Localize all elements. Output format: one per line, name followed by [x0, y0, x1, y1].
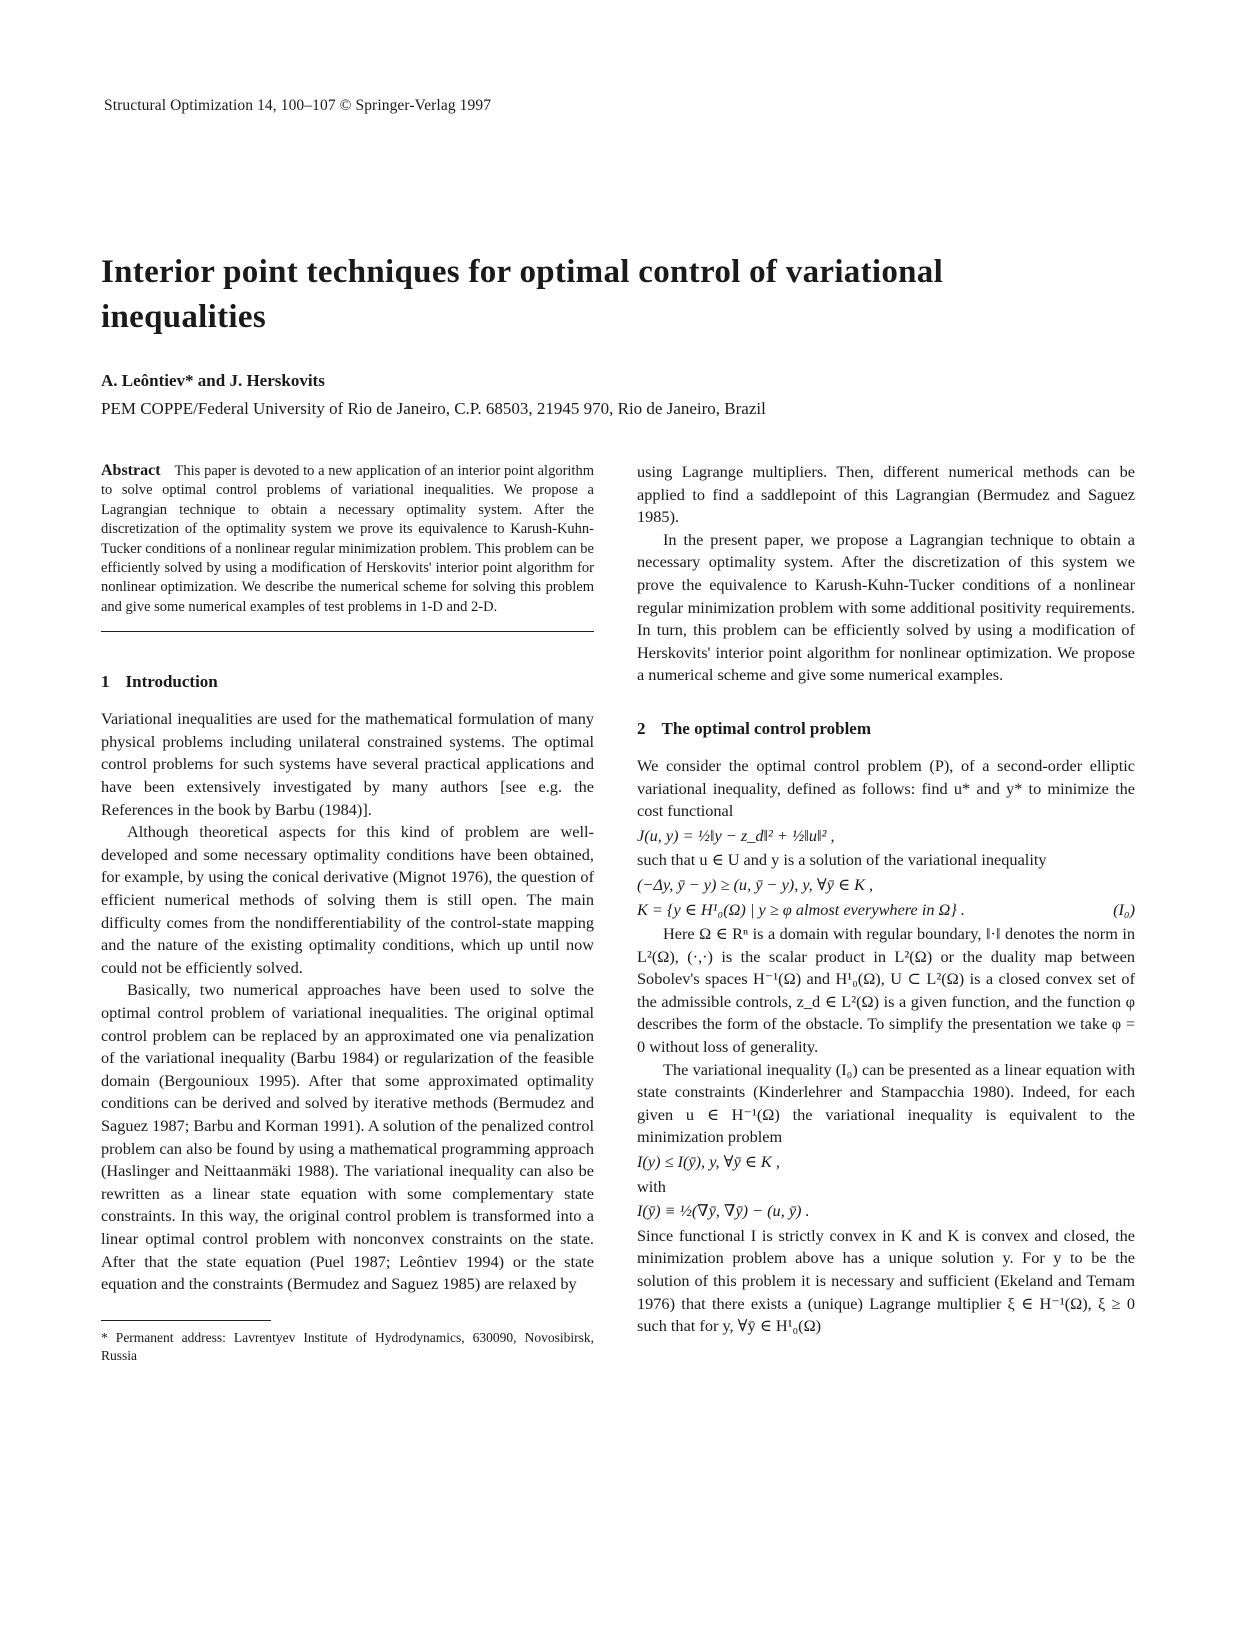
equation-cost-functional: J(u, y) = ½‖y − z_d‖² + ½‖u‖² ,	[637, 825, 835, 845]
s2-paragraph-1: We consider the optimal control problem (P), of a second-order elliptic variational inequality, defined as follows: find u* and y* to minimize the cost functional	[637, 755, 1135, 821]
right-paragraph-2: In the present paper, we propose a Lagrangian technique to obtain a necessary optimality system. After the discretization of this system we prove the equivalence to Karush-Kuhn-Tucker conditions of a nonlinear regular minimization problem with some additional positivity requirements. In turn, this problem can be efficiently solved by using a modification of Herskovits' interior point algorithm for nonlinear optimization. We propose a numerical scheme and give some numerical examples.	[637, 529, 1135, 685]
section-title: Introduction	[125, 672, 218, 692]
s2-paragraph-6: Since functional I is strictly convex in K and K is convex and closed, the minimization problem above has a unique solution y. For y to be the solution of this problem it is necessary and sufficient (Ekeland and Temam 1976) that there exists a (unique) Lagrange multiplier ξ ∈ H⁻¹(Ω), ξ ≥ 0 such that for y, ∀ȳ ∈ H¹₀(Ω)	[637, 1225, 1135, 1336]
section-number: 1	[101, 672, 110, 692]
abstract-label: Abstract	[101, 462, 161, 479]
s2-paragraph-2: such that u ∈ U and y is a solution of the variational inequality	[637, 850, 1047, 870]
authors: A. Leôntiev* and J. Herskovits	[101, 371, 325, 390]
section-heading-introduction	[101, 672, 594, 692]
equation-set-k-body: K = {y ∈ H¹₀(Ω) | y ≥ φ almost everywhere in Ω} .	[637, 899, 965, 919]
s2-paragraph-3: Here Ω ∈ Rⁿ is a domain with regular boundary, ‖·‖ denotes the norm in L²(Ω), (·,·) is the scalar product in L²(Ω) or the duality map between Sobolev's spaces H⁻¹(Ω) and H¹₀(Ω), U ⊂ L²(Ω) is a closed convex set of the admissible controls, z_d ∈ L²(Ω) is a given function, and the function φ describes the form of the obstacle. To simplify the presentation we take φ = 0 without loss of generality.	[637, 924, 1135, 1057]
affiliation: PEM COPPE/Federal University of Rio de Janeiro, C.P. 68503, 21945 970, Rio de Janeiro, Brazil	[101, 399, 766, 418]
intro-paragraph-1: Variational inequalities are used for the mathematical formulation of many physical problems including unilateral constrained systems. The optimal control problems for such systems have several practical applications and have been extensively investigated by many authors [see e.g. the References in the book by Barbu (1984)].	[101, 709, 594, 819]
section-number: 2	[637, 718, 646, 738]
equation-set-k	[637, 899, 1135, 922]
section-heading-optimal-control	[637, 719, 1135, 739]
right-paragraph-1: using Lagrange multipliers. Then, different numerical methods can be applied to find a saddlepoint of this Lagrangian (Bermudez and Saguez 1985).	[637, 462, 1135, 527]
left-column	[101, 461, 594, 1365]
equation-minimization: I(y) ≤ I(ȳ), y, ∀ȳ ∈ K ,	[637, 1152, 780, 1172]
s2-paragraph-5: with	[637, 1176, 666, 1196]
journal-citation: Structural Optimization 14, 100–107 © Springer-Verlag 1997	[104, 97, 492, 114]
right-column	[637, 461, 1135, 1338]
paper-title: Interior point techniques for optimal control of variational inequalities	[101, 254, 944, 335]
abstract	[101, 461, 594, 632]
abstract-text: This paper is devoted to a new application of an interior point algorithm to solve optimal control problems of variational inequalities. We propose a Lagrangian technique to obtain a necessary optimality system. After the discretization of the optimality system we prove its equivalence to Karush-Kuhn-Tucker conditions of a nonlinear regular minimization problem. This problem can be efficiently solved by using a modification of Herskovits' interior point algorithm for nonlinear optimization. We describe the numerical scheme for solving this problem and give some numerical examples of test problems in 1-D and 2-D.	[101, 463, 594, 615]
intro-paragraph-2: Although theoretical aspects for this kind of problem are well-developed and some necessary optimality conditions have been obtained, for example, by using the conical derivative (Mignot 1976), the question of efficient numerical methods of solving them is still open. The main difficulty comes from the nondifferentiability of the control-state mapping and the nature of the existing optimality conditions, which up until now could not be efficiently solved.	[101, 822, 594, 977]
section-title: The optimal control problem	[661, 718, 872, 738]
equation-tag: (I₀)	[1113, 899, 1135, 919]
equation-functional-i: I(ȳ) ≡ ½(∇ȳ, ∇ȳ) − (u, ȳ) .	[637, 1201, 810, 1221]
footnote: * Permanent address: Lavrentyev Institute of Hydrodynamics, 630090, Novosibirsk, Russia	[101, 1329, 594, 1363]
footnote-divider	[101, 1320, 271, 1321]
s2-paragraph-4: The variational inequality (I₀) can be presented as a linear equation with state constraints (Kinderlehrer and Stampacchia 1980). Indeed, for each given u ∈ H⁻¹(Ω) the variational inequality is equivalent to the minimization problem	[637, 1059, 1135, 1147]
equation-variational-inequality: (−Δy, ȳ − y) ≥ (u, ȳ − y), y, ∀ȳ ∈ K ,	[637, 874, 874, 894]
intro-paragraph-3: Basically, two numerical approaches have been used to solve the optimal control problem of variational inequalities. The original optimal control problem can be replaced by an approximated one via penalization of the variational inequality (Barbu 1984) or regularization of the feasible domain (Bergounioux 1995). After that some approximated optimality conditions can be derived and solved by iterative methods (Bermudez and Saguez 1987; Barbu and Korman 1991). A solution of the penalized control problem can also be found by using a mathematical programming approach (Haslinger and Neittaanmäki 1988). The variational inequality can also be rewritten as a linear state equation with some complementary state constraints. In this way, the original control problem is transformed into a linear optimal control problem with nonconvex constraints on the state. After that the state equation (Puel 1987; Leôntiev 1994) or the state equation and the constraints (Bermudez and Saguez 1985) are relaxed by	[101, 980, 594, 1294]
